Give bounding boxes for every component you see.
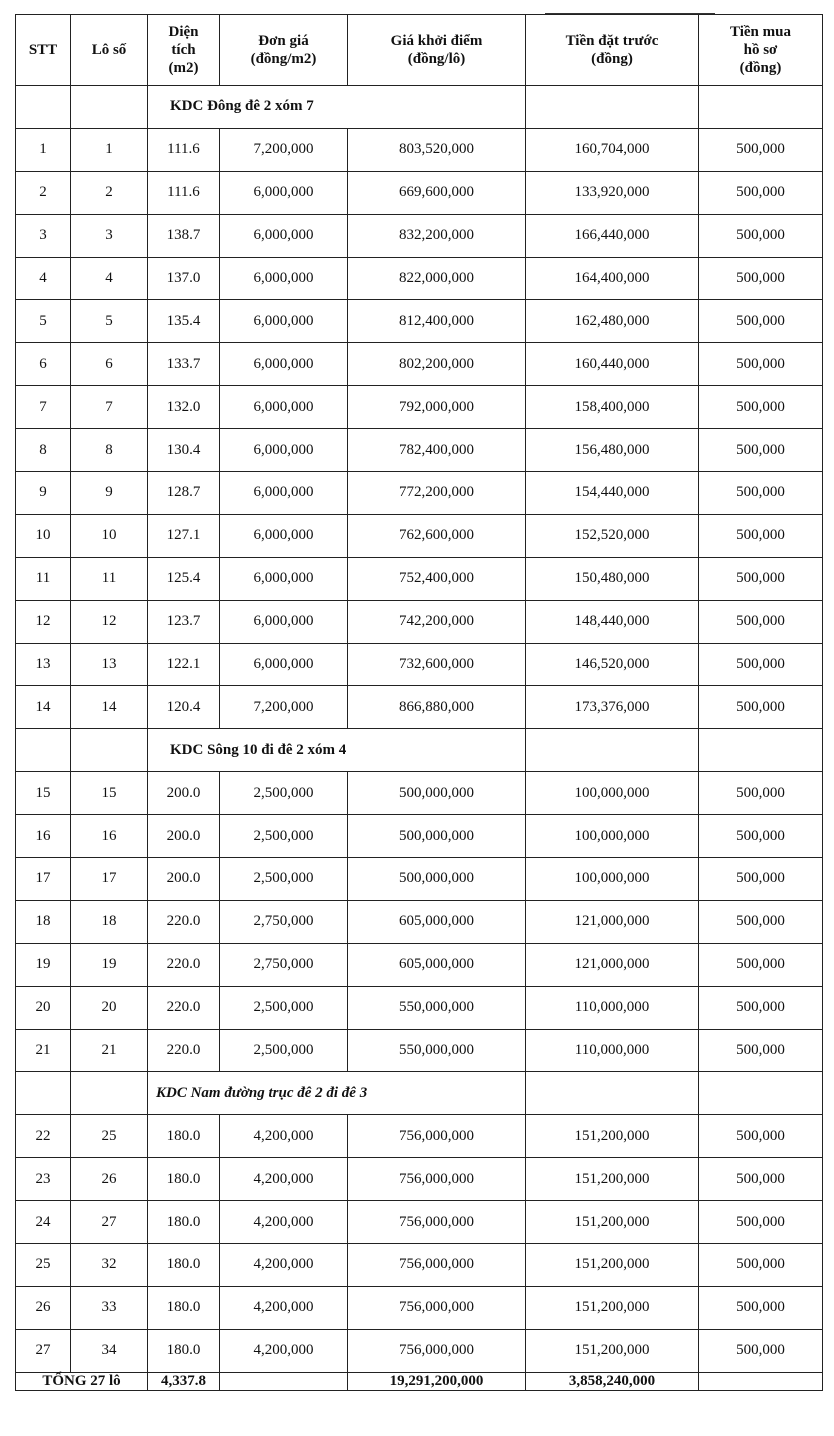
cell-tien-dat-truoc: 121,000,000 bbox=[526, 943, 699, 986]
table-row bbox=[16, 557, 823, 600]
cell-dien-tich: 180.0 bbox=[148, 1158, 220, 1201]
cell-tien-dat-truoc: 100,000,000 bbox=[526, 858, 699, 901]
cell-stt: 19 bbox=[16, 943, 71, 986]
cell-tien-mua-ho-so: 500,000 bbox=[699, 300, 823, 343]
cell-tien-mua-ho-so: 500,000 bbox=[699, 600, 823, 643]
cell-tien-dat-truoc: 152,520,000 bbox=[526, 514, 699, 557]
cell-lo-so: 4 bbox=[71, 257, 148, 300]
cell-don-gia: 2,500,000 bbox=[220, 1029, 348, 1072]
cell-tien-dat-truoc: 151,200,000 bbox=[526, 1244, 699, 1287]
group-title: KDC Sông 10 đi đê 2 xóm 4 bbox=[148, 729, 526, 772]
cell-lo-so: 17 bbox=[71, 858, 148, 901]
cell-gia-khoi-diem: 756,000,000 bbox=[348, 1158, 526, 1201]
cell-lo-so: 2 bbox=[71, 171, 148, 214]
cell-gia-khoi-diem: 500,000,000 bbox=[348, 858, 526, 901]
cell-gia-khoi-diem: 500,000,000 bbox=[348, 772, 526, 815]
cell-dien-tich: 123.7 bbox=[148, 600, 220, 643]
total-empty-cell bbox=[699, 1372, 823, 1390]
group-empty-cell bbox=[699, 729, 823, 772]
cell-lo-so: 11 bbox=[71, 557, 148, 600]
cell-tien-mua-ho-so: 500,000 bbox=[699, 557, 823, 600]
cell-dien-tich: 135.4 bbox=[148, 300, 220, 343]
cell-don-gia: 4,200,000 bbox=[220, 1201, 348, 1244]
cell-gia-khoi-diem: 756,000,000 bbox=[348, 1201, 526, 1244]
table-row bbox=[16, 472, 823, 515]
cell-dien-tich: 130.4 bbox=[148, 429, 220, 472]
header-tien-dat-truoc: Tiền đặt trước (đồng) bbox=[526, 15, 699, 86]
cell-lo-so: 16 bbox=[71, 815, 148, 858]
cell-don-gia: 2,750,000 bbox=[220, 943, 348, 986]
cell-don-gia: 4,200,000 bbox=[220, 1244, 348, 1287]
cell-don-gia: 2,500,000 bbox=[220, 986, 348, 1029]
table-footer bbox=[16, 1372, 823, 1390]
cell-gia-khoi-diem: 756,000,000 bbox=[348, 1244, 526, 1287]
cell-tien-dat-truoc: 151,200,000 bbox=[526, 1329, 699, 1372]
cell-tien-dat-truoc: 150,480,000 bbox=[526, 557, 699, 600]
cell-don-gia: 6,000,000 bbox=[220, 514, 348, 557]
cell-don-gia: 4,200,000 bbox=[220, 1115, 348, 1158]
table-row bbox=[16, 1286, 823, 1329]
cell-gia-khoi-diem: 756,000,000 bbox=[348, 1286, 526, 1329]
cell-lo-so: 25 bbox=[71, 1115, 148, 1158]
table-row bbox=[16, 772, 823, 815]
cell-gia-khoi-diem: 772,200,000 bbox=[348, 472, 526, 515]
cell-stt: 11 bbox=[16, 557, 71, 600]
table-header bbox=[16, 15, 823, 86]
cell-dien-tich: 220.0 bbox=[148, 943, 220, 986]
table-row bbox=[16, 1201, 823, 1244]
cell-lo-so: 13 bbox=[71, 643, 148, 686]
group-header-row bbox=[16, 86, 823, 129]
cell-dien-tich: 138.7 bbox=[148, 214, 220, 257]
cell-gia-khoi-diem: 762,600,000 bbox=[348, 514, 526, 557]
cell-tien-dat-truoc: 151,200,000 bbox=[526, 1286, 699, 1329]
cell-tien-mua-ho-so: 500,000 bbox=[699, 1158, 823, 1201]
cell-don-gia: 6,000,000 bbox=[220, 171, 348, 214]
cell-stt: 7 bbox=[16, 386, 71, 429]
cell-tien-mua-ho-so: 500,000 bbox=[699, 858, 823, 901]
table-row bbox=[16, 858, 823, 901]
cell-dien-tich: 180.0 bbox=[148, 1329, 220, 1372]
table-row bbox=[16, 1244, 823, 1287]
cell-gia-khoi-diem: 803,520,000 bbox=[348, 128, 526, 171]
cell-stt: 1 bbox=[16, 128, 71, 171]
cell-stt: 18 bbox=[16, 900, 71, 943]
cell-tien-dat-truoc: 151,200,000 bbox=[526, 1158, 699, 1201]
total-gia-khoi-diem: 19,291,200,000 bbox=[348, 1372, 526, 1390]
group-empty-cell bbox=[71, 1072, 148, 1115]
cell-stt: 21 bbox=[16, 1029, 71, 1072]
table-row bbox=[16, 171, 823, 214]
cell-don-gia: 7,200,000 bbox=[220, 686, 348, 729]
cell-dien-tich: 180.0 bbox=[148, 1286, 220, 1329]
group-empty-cell bbox=[16, 1072, 71, 1115]
cell-lo-so: 8 bbox=[71, 429, 148, 472]
cell-tien-mua-ho-so: 500,000 bbox=[699, 128, 823, 171]
cell-lo-so: 6 bbox=[71, 343, 148, 386]
table-row bbox=[16, 214, 823, 257]
cell-gia-khoi-diem: 822,000,000 bbox=[348, 257, 526, 300]
group-empty-cell bbox=[526, 86, 699, 129]
cell-don-gia: 6,000,000 bbox=[220, 300, 348, 343]
cell-lo-so: 27 bbox=[71, 1201, 148, 1244]
cell-lo-so: 1 bbox=[71, 128, 148, 171]
cell-lo-so: 20 bbox=[71, 986, 148, 1029]
cell-lo-so: 18 bbox=[71, 900, 148, 943]
cell-stt: 2 bbox=[16, 171, 71, 214]
cell-lo-so: 14 bbox=[71, 686, 148, 729]
cell-tien-dat-truoc: 160,440,000 bbox=[526, 343, 699, 386]
cell-stt: 23 bbox=[16, 1158, 71, 1201]
table-row bbox=[16, 1158, 823, 1201]
group-empty-cell bbox=[16, 86, 71, 129]
cell-dien-tich: 220.0 bbox=[148, 1029, 220, 1072]
cell-tien-mua-ho-so: 500,000 bbox=[699, 386, 823, 429]
cell-lo-so: 3 bbox=[71, 214, 148, 257]
cell-stt: 15 bbox=[16, 772, 71, 815]
cell-lo-so: 7 bbox=[71, 386, 148, 429]
total-label: TỔNG 27 lô bbox=[16, 1372, 148, 1390]
group-header-row bbox=[16, 729, 823, 772]
cell-tien-dat-truoc: 121,000,000 bbox=[526, 900, 699, 943]
cell-dien-tich: 200.0 bbox=[148, 815, 220, 858]
cell-stt: 26 bbox=[16, 1286, 71, 1329]
cell-tien-dat-truoc: 164,400,000 bbox=[526, 257, 699, 300]
header-don-gia: Đơn giá (đồng/m2) bbox=[220, 15, 348, 86]
cell-tien-mua-ho-so: 500,000 bbox=[699, 257, 823, 300]
cell-tien-dat-truoc: 151,200,000 bbox=[526, 1201, 699, 1244]
table-row bbox=[16, 1329, 823, 1372]
cell-tien-dat-truoc: 110,000,000 bbox=[526, 986, 699, 1029]
table-row bbox=[16, 643, 823, 686]
cell-dien-tich: 137.0 bbox=[148, 257, 220, 300]
cell-don-gia: 6,000,000 bbox=[220, 257, 348, 300]
cell-stt: 3 bbox=[16, 214, 71, 257]
cell-gia-khoi-diem: 669,600,000 bbox=[348, 171, 526, 214]
total-empty-cell bbox=[220, 1372, 348, 1390]
cell-tien-dat-truoc: 158,400,000 bbox=[526, 386, 699, 429]
cell-dien-tich: 220.0 bbox=[148, 900, 220, 943]
cell-lo-so: 12 bbox=[71, 600, 148, 643]
cell-dien-tich: 120.4 bbox=[148, 686, 220, 729]
cell-tien-mua-ho-so: 500,000 bbox=[699, 1201, 823, 1244]
group-empty-cell bbox=[699, 86, 823, 129]
cell-gia-khoi-diem: 605,000,000 bbox=[348, 943, 526, 986]
cell-lo-so: 26 bbox=[71, 1158, 148, 1201]
cell-don-gia: 6,000,000 bbox=[220, 386, 348, 429]
cell-gia-khoi-diem: 812,400,000 bbox=[348, 300, 526, 343]
cell-dien-tich: 132.0 bbox=[148, 386, 220, 429]
cell-tien-mua-ho-so: 500,000 bbox=[699, 943, 823, 986]
cell-tien-mua-ho-so: 500,000 bbox=[699, 1244, 823, 1287]
cell-lo-so: 33 bbox=[71, 1286, 148, 1329]
cell-lo-so: 21 bbox=[71, 1029, 148, 1072]
table-row bbox=[16, 986, 823, 1029]
cell-tien-mua-ho-so: 500,000 bbox=[699, 1329, 823, 1372]
cell-don-gia: 6,000,000 bbox=[220, 343, 348, 386]
cell-gia-khoi-diem: 866,880,000 bbox=[348, 686, 526, 729]
cell-lo-so: 9 bbox=[71, 472, 148, 515]
cell-gia-khoi-diem: 832,200,000 bbox=[348, 214, 526, 257]
cell-dien-tich: 111.6 bbox=[148, 171, 220, 214]
cell-tien-dat-truoc: 110,000,000 bbox=[526, 1029, 699, 1072]
cell-dien-tich: 180.0 bbox=[148, 1244, 220, 1287]
cell-gia-khoi-diem: 500,000,000 bbox=[348, 815, 526, 858]
cell-tien-dat-truoc: 166,440,000 bbox=[526, 214, 699, 257]
group-empty-cell bbox=[526, 1072, 699, 1115]
cell-tien-mua-ho-so: 500,000 bbox=[699, 1286, 823, 1329]
cell-stt: 10 bbox=[16, 514, 71, 557]
table-row bbox=[16, 686, 823, 729]
cell-don-gia: 2,500,000 bbox=[220, 858, 348, 901]
table-row bbox=[16, 514, 823, 557]
cell-stt: 16 bbox=[16, 815, 71, 858]
total-tien-dat-truoc: 3,858,240,000 bbox=[526, 1372, 699, 1390]
table-body bbox=[16, 86, 823, 1373]
cell-stt: 25 bbox=[16, 1244, 71, 1287]
cell-gia-khoi-diem: 756,000,000 bbox=[348, 1329, 526, 1372]
cell-tien-dat-truoc: 173,376,000 bbox=[526, 686, 699, 729]
table-row bbox=[16, 900, 823, 943]
cell-stt: 13 bbox=[16, 643, 71, 686]
cell-gia-khoi-diem: 802,200,000 bbox=[348, 343, 526, 386]
cell-dien-tich: 111.6 bbox=[148, 128, 220, 171]
cell-stt: 4 bbox=[16, 257, 71, 300]
cell-tien-dat-truoc: 162,480,000 bbox=[526, 300, 699, 343]
cell-dien-tich: 180.0 bbox=[148, 1115, 220, 1158]
table-row bbox=[16, 600, 823, 643]
cell-gia-khoi-diem: 756,000,000 bbox=[348, 1115, 526, 1158]
cell-lo-so: 5 bbox=[71, 300, 148, 343]
cell-tien-mua-ho-so: 500,000 bbox=[699, 815, 823, 858]
cell-stt: 22 bbox=[16, 1115, 71, 1158]
group-empty-cell bbox=[71, 86, 148, 129]
cell-dien-tich: 200.0 bbox=[148, 772, 220, 815]
cell-tien-dat-truoc: 146,520,000 bbox=[526, 643, 699, 686]
cell-stt: 9 bbox=[16, 472, 71, 515]
cell-gia-khoi-diem: 782,400,000 bbox=[348, 429, 526, 472]
group-title: KDC Đông đê 2 xóm 7 bbox=[148, 86, 526, 129]
cell-lo-so: 10 bbox=[71, 514, 148, 557]
header-dien-tich: Diện tích (m2) bbox=[148, 15, 220, 86]
cell-stt: 24 bbox=[16, 1201, 71, 1244]
header-gia-khoi-diem: Giá khởi điểm (đồng/lô) bbox=[348, 15, 526, 86]
cell-tien-mua-ho-so: 500,000 bbox=[699, 772, 823, 815]
table-row bbox=[16, 1115, 823, 1158]
cell-tien-mua-ho-so: 500,000 bbox=[699, 1115, 823, 1158]
cell-dien-tich: 220.0 bbox=[148, 986, 220, 1029]
cell-don-gia: 6,000,000 bbox=[220, 214, 348, 257]
cell-don-gia: 6,000,000 bbox=[220, 472, 348, 515]
cell-tien-mua-ho-so: 500,000 bbox=[699, 514, 823, 557]
cell-stt: 6 bbox=[16, 343, 71, 386]
cell-gia-khoi-diem: 732,600,000 bbox=[348, 643, 526, 686]
cell-tien-dat-truoc: 156,480,000 bbox=[526, 429, 699, 472]
cell-don-gia: 4,200,000 bbox=[220, 1329, 348, 1372]
table-row bbox=[16, 815, 823, 858]
cell-tien-mua-ho-so: 500,000 bbox=[699, 986, 823, 1029]
cell-stt: 12 bbox=[16, 600, 71, 643]
cell-don-gia: 4,200,000 bbox=[220, 1286, 348, 1329]
cell-gia-khoi-diem: 550,000,000 bbox=[348, 986, 526, 1029]
cell-lo-so: 15 bbox=[71, 772, 148, 815]
header-stt: STT bbox=[16, 15, 71, 86]
cell-gia-khoi-diem: 752,400,000 bbox=[348, 557, 526, 600]
cell-don-gia: 7,200,000 bbox=[220, 128, 348, 171]
group-empty-cell bbox=[699, 1072, 823, 1115]
cell-don-gia: 6,000,000 bbox=[220, 429, 348, 472]
cell-gia-khoi-diem: 605,000,000 bbox=[348, 900, 526, 943]
group-header-row bbox=[16, 1072, 823, 1115]
cell-stt: 27 bbox=[16, 1329, 71, 1372]
auction-lot-table bbox=[15, 14, 823, 1391]
cell-tien-mua-ho-so: 500,000 bbox=[699, 171, 823, 214]
cell-tien-dat-truoc: 154,440,000 bbox=[526, 472, 699, 515]
cell-tien-dat-truoc: 160,704,000 bbox=[526, 128, 699, 171]
cell-dien-tich: 133.7 bbox=[148, 343, 220, 386]
cell-tien-mua-ho-so: 500,000 bbox=[699, 643, 823, 686]
header-tien-mua-ho-so: Tiền mua hồ sơ (đồng) bbox=[699, 15, 823, 86]
cell-don-gia: 2,500,000 bbox=[220, 815, 348, 858]
cell-dien-tich: 127.1 bbox=[148, 514, 220, 557]
cell-lo-so: 34 bbox=[71, 1329, 148, 1372]
table-row bbox=[16, 386, 823, 429]
cell-stt: 17 bbox=[16, 858, 71, 901]
cell-stt: 8 bbox=[16, 429, 71, 472]
cell-dien-tich: 128.7 bbox=[148, 472, 220, 515]
cell-don-gia: 6,000,000 bbox=[220, 600, 348, 643]
total-dien-tich: 4,337.8 bbox=[148, 1372, 220, 1390]
cell-tien-mua-ho-so: 500,000 bbox=[699, 1029, 823, 1072]
group-empty-cell bbox=[16, 729, 71, 772]
group-title: KDC Nam đường trục đê 2 đi đê 3 bbox=[148, 1072, 526, 1115]
table-row bbox=[16, 343, 823, 386]
cell-tien-mua-ho-so: 500,000 bbox=[699, 900, 823, 943]
cell-tien-dat-truoc: 148,440,000 bbox=[526, 600, 699, 643]
cell-tien-mua-ho-so: 500,000 bbox=[699, 343, 823, 386]
header-lo-so: Lô số bbox=[71, 15, 148, 86]
table-row bbox=[16, 429, 823, 472]
cell-dien-tich: 180.0 bbox=[148, 1201, 220, 1244]
cell-don-gia: 6,000,000 bbox=[220, 557, 348, 600]
cell-gia-khoi-diem: 742,200,000 bbox=[348, 600, 526, 643]
table-row bbox=[16, 128, 823, 171]
cell-tien-mua-ho-so: 500,000 bbox=[699, 472, 823, 515]
cell-tien-mua-ho-so: 500,000 bbox=[699, 429, 823, 472]
cell-tien-dat-truoc: 151,200,000 bbox=[526, 1115, 699, 1158]
cell-dien-tich: 200.0 bbox=[148, 858, 220, 901]
cell-tien-dat-truoc: 100,000,000 bbox=[526, 815, 699, 858]
table-row bbox=[16, 1029, 823, 1072]
group-empty-cell bbox=[71, 729, 148, 772]
cell-tien-dat-truoc: 100,000,000 bbox=[526, 772, 699, 815]
group-empty-cell bbox=[526, 729, 699, 772]
cell-stt: 20 bbox=[16, 986, 71, 1029]
cell-don-gia: 6,000,000 bbox=[220, 643, 348, 686]
cell-lo-so: 32 bbox=[71, 1244, 148, 1287]
cell-dien-tich: 122.1 bbox=[148, 643, 220, 686]
cell-gia-khoi-diem: 792,000,000 bbox=[348, 386, 526, 429]
cell-tien-dat-truoc: 133,920,000 bbox=[526, 171, 699, 214]
cell-tien-mua-ho-so: 500,000 bbox=[699, 214, 823, 257]
cell-dien-tich: 125.4 bbox=[148, 557, 220, 600]
table-row bbox=[16, 257, 823, 300]
cell-stt: 5 bbox=[16, 300, 71, 343]
cell-gia-khoi-diem: 550,000,000 bbox=[348, 1029, 526, 1072]
cell-don-gia: 4,200,000 bbox=[220, 1158, 348, 1201]
auction-lot-table-page bbox=[15, 14, 822, 1391]
cell-don-gia: 2,500,000 bbox=[220, 772, 348, 815]
cell-stt: 14 bbox=[16, 686, 71, 729]
cell-don-gia: 2,750,000 bbox=[220, 900, 348, 943]
total-row bbox=[16, 1372, 823, 1390]
cell-lo-so: 19 bbox=[71, 943, 148, 986]
table-row bbox=[16, 943, 823, 986]
table-row bbox=[16, 300, 823, 343]
cell-tien-mua-ho-so: 500,000 bbox=[699, 686, 823, 729]
